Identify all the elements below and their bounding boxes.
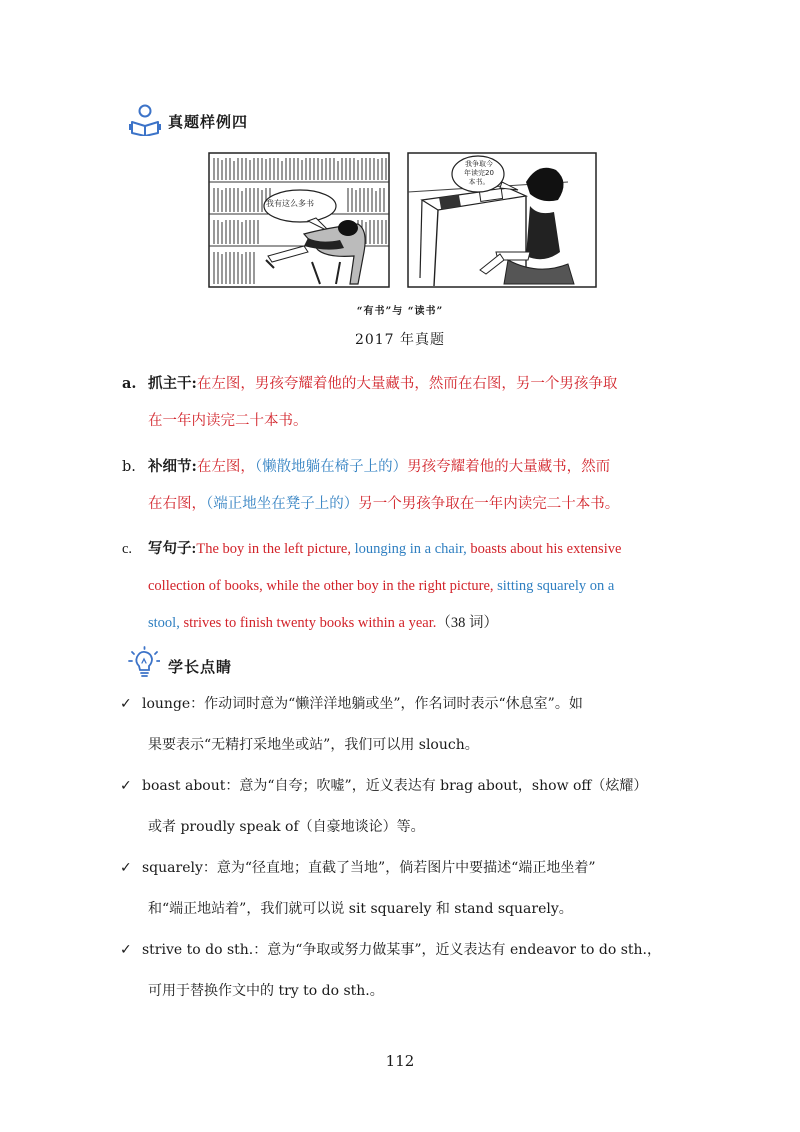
- tip-item: [120, 848, 695, 930]
- step-text: 另一个男孩争取在一年内读完二十本书。: [358, 496, 620, 512]
- tip-text: 和“端正地站着”，我们就可以说 sit squarely 和 stand squarely。: [148, 901, 573, 917]
- step-marker: c.: [122, 541, 133, 557]
- tips-list: [120, 684, 695, 1012]
- step-c: [122, 531, 692, 642]
- step-detail: （端正地坐在凳子上的）: [206, 496, 359, 512]
- step-text: 在一年内读完二十本书。: [148, 413, 308, 429]
- step-label: 抓主干:: [148, 375, 197, 392]
- tip-item: [120, 930, 695, 1012]
- step-detail: lounging in a chair,: [354, 541, 467, 557]
- tip-item: [120, 684, 695, 766]
- step-marker: b.: [122, 459, 136, 475]
- tip-text: 果要表示“无精打采地坐或站”，我们可以用 slouch。: [148, 737, 479, 753]
- step-label: 写句子:: [148, 541, 197, 557]
- cartoon-illustration: [208, 152, 598, 296]
- step-detail: sitting squarely on a: [497, 578, 615, 594]
- check-icon: ✓: [120, 860, 132, 876]
- tips-title: 学长点睛: [168, 658, 233, 676]
- step-detail: （懒散地躺在椅子上的）: [254, 459, 408, 475]
- check-icon: ✓: [120, 696, 132, 712]
- step-text: The boy in the left picture,: [196, 541, 355, 557]
- page-number: 112: [385, 1052, 415, 1070]
- tip-text: strive to do sth.：意为“争取或努力做某事”，近义表达有 endeavor to do sth.，: [142, 942, 662, 958]
- step-detail: stool,: [148, 615, 180, 631]
- check-icon: ✓: [120, 778, 132, 794]
- tip-item: [120, 766, 695, 848]
- tip-text: squarely：意为“径直地；直截了当地”，倘若图片中要描述“端正地坐着”: [142, 860, 596, 876]
- reading-person-icon: [128, 102, 162, 140]
- step-text: 在右图，: [148, 496, 206, 512]
- step-text: 男孩夸耀着他的大量藏书，然而: [407, 459, 611, 475]
- left-speech-bubble: 我有这么多书: [266, 199, 314, 208]
- step-text: boasts about his extensive: [466, 541, 622, 557]
- step-text: 在左图，: [196, 459, 255, 475]
- step-marker: a.: [122, 375, 137, 392]
- step-text: strives to finish twenty books within a year.: [179, 615, 437, 631]
- step-label: 补细节:: [148, 458, 197, 475]
- right-speech-bubble: 我争取今年读完20本书。: [464, 160, 494, 186]
- word-count: （38 词）: [436, 615, 498, 631]
- figure-caption-small: “有书”与 “读书”: [356, 306, 444, 317]
- step-text: collection of books, while the other boy in the right picture,: [148, 578, 498, 594]
- figure-caption: 2017 年真题: [354, 332, 446, 348]
- step-b: [122, 448, 692, 523]
- step-text: 在左图，男孩夸耀着他的大量藏书，然而在右图，另一个男孩争取: [196, 376, 618, 392]
- lightbulb-icon: [128, 646, 160, 682]
- tip-text: lounge：作动词时意为“懒洋洋地躺或坐”，作名词时表示“休息室”。如: [142, 696, 583, 712]
- check-icon: ✓: [120, 942, 132, 958]
- tip-text: 或者 proudly speak of（自豪地谈论）等。: [148, 819, 425, 835]
- tip-text: boast about：意为“自夸；吹嘘”，近义表达有 brag about，show off（炫耀）: [142, 778, 648, 794]
- tip-text: 可用于替换作文中的 try to do sth.。: [148, 983, 384, 999]
- section-title: 真题样例四: [168, 113, 249, 131]
- step-a: [122, 365, 692, 440]
